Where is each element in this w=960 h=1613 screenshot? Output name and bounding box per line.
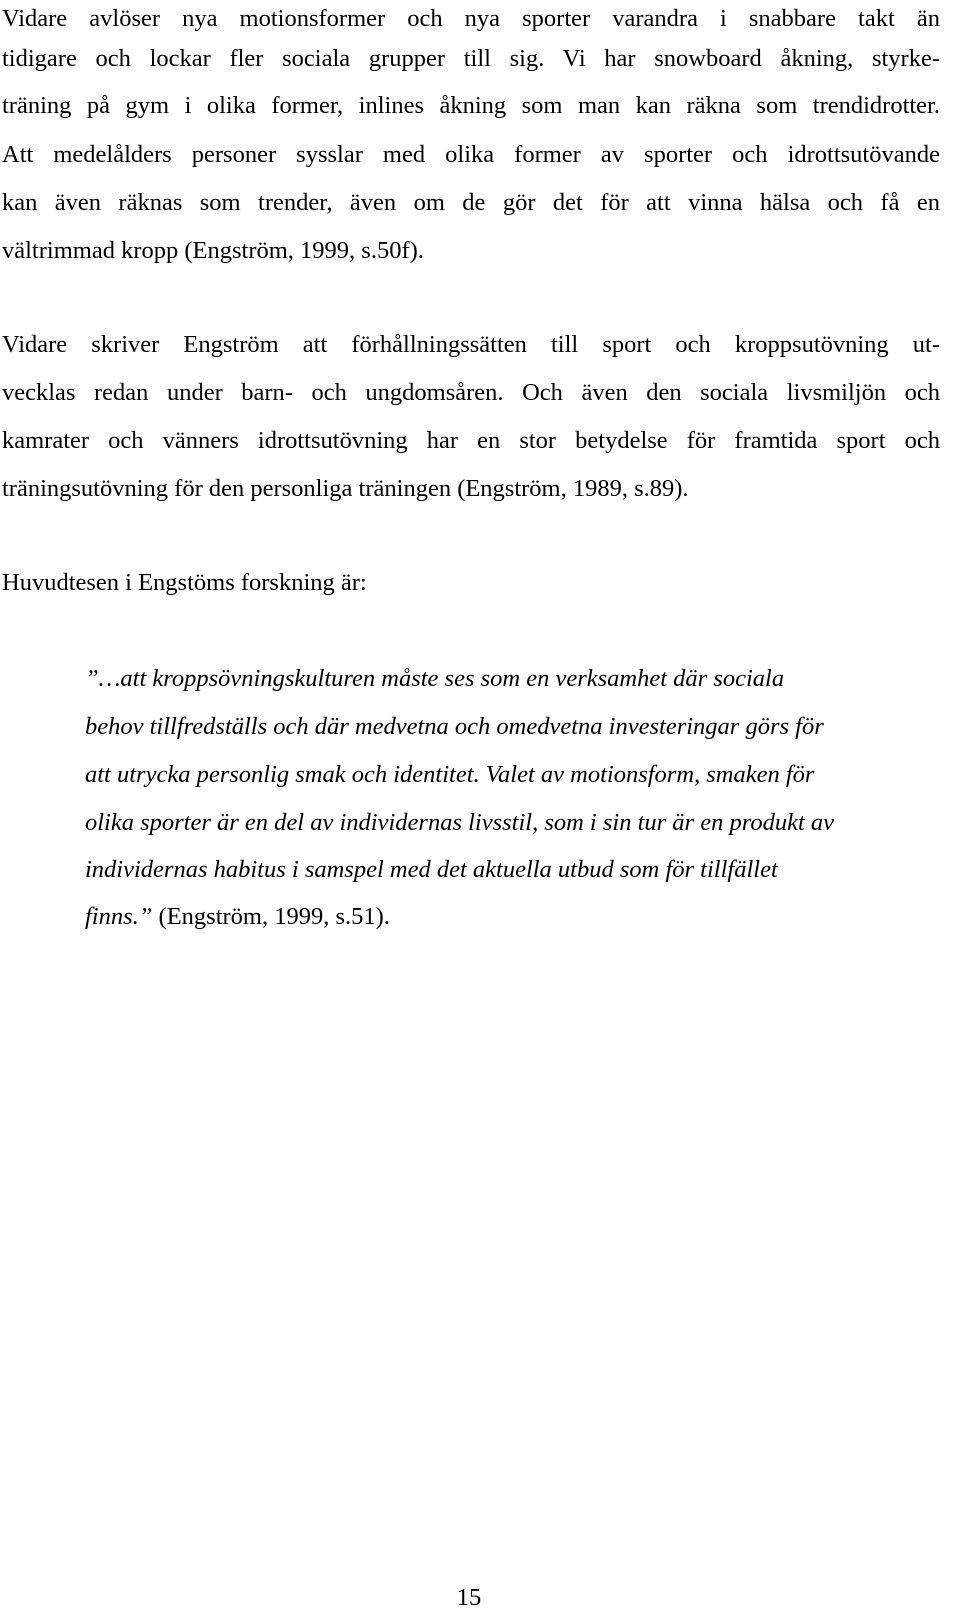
- paragraph-1-line-4: Att medelålders personer sysslar med olika former av sporter och idrottsutövande: [2, 141, 940, 168]
- paragraph-1-line-1: Vidare avlöser nya motionsformer och nya sporter varandra i snabbare takt än: [2, 5, 940, 32]
- paragraph-2-line-4: träningsutövning för den personliga träningen (Engström, 1989, s.89).: [2, 475, 689, 502]
- paragraph-1-line-6: vältrimmad kropp (Engström, 1999, s.50f).: [2, 237, 424, 264]
- paragraph-2-line-2: vecklas redan under barn- och ungdomsåren. Och även den sociala livsmiljön och: [2, 379, 940, 406]
- quote-last-word: finns.”: [85, 903, 153, 930]
- quote-line-1: ”…att kroppsövningskulturen måste ses som en verksamhet där sociala: [85, 665, 785, 692]
- quote-line-4: olika sporter är en del av individernas livsstil, som i sin tur är en produkt av: [85, 809, 835, 836]
- paragraph-2-line-3: kamrater och vänners idrottsutövning har en stor betydelse för framtida sport och: [2, 427, 940, 454]
- quote-line-5: individernas habitus i samspel med det aktuella utbud som för tillfället: [85, 856, 778, 883]
- page-number: 15: [456, 1584, 482, 1611]
- quote-line-6: [85, 902, 920, 932]
- paragraph-2-line-1: Vidare skriver Engström att förhållningssätten till sport och kroppsutövning ut-: [2, 331, 940, 358]
- quote-citation: (Engström, 1999, s.51).: [152, 903, 390, 930]
- quote-line-2: behov tillfredställs och där medvetna och omedvetna investeringar görs för: [85, 713, 824, 740]
- thesis-intro: Huvudtesen i Engstöms forskning är:: [2, 569, 367, 596]
- paragraph-1-line-5: kan även räknas som trender, även om de gör det för att vinna hälsa och få en: [2, 189, 940, 216]
- paragraph-1-line-3: träning på gym i olika former, inlines åkning som man kan räkna som trendidrotter.: [2, 92, 940, 119]
- quote-line-3: att utrycka personlig smak och identitet. Valet av motionsform, smaken för: [85, 761, 815, 788]
- paragraph-1-line-2: tidigare och lockar fler sociala grupper till sig. Vi har snowboard åkning, styrke-: [2, 45, 940, 72]
